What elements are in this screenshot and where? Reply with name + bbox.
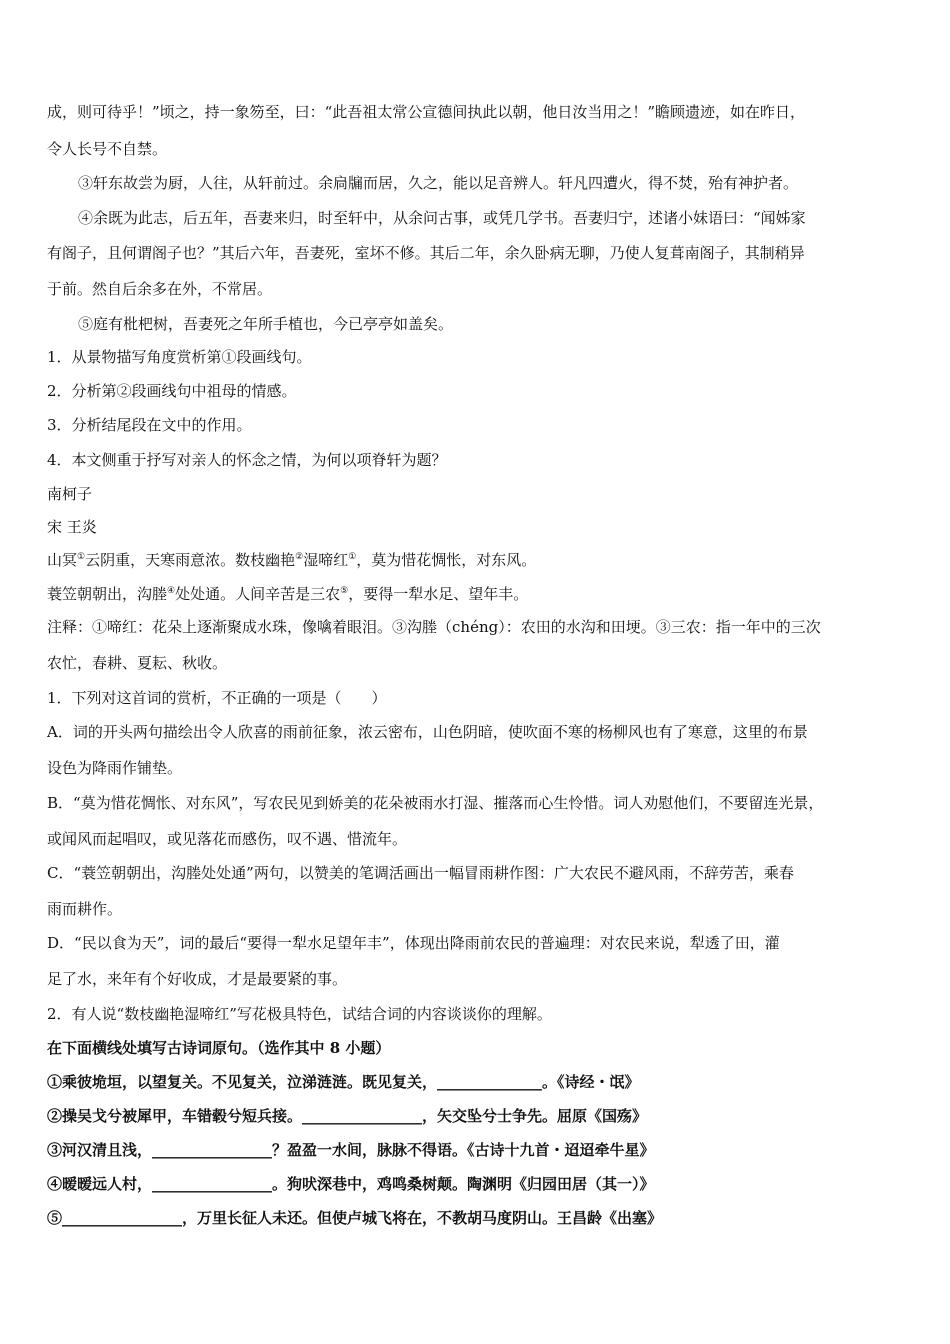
- note-marker: ⑤: [340, 586, 349, 596]
- note-marker: ④: [167, 586, 176, 596]
- q1-option-b-line2: 或闻风而起唱叹，或见落花而感伤，叹不遇、惜流年。: [47, 830, 408, 848]
- fill-item-2: ②操吴戈兮被犀甲，车错毂兮短兵接。________________，矢交坠兮士争先。屈原《国殇》: [47, 1107, 648, 1125]
- fill-item-4: ④暧暧远人村，________________。狗吠深巷中，鸡鸣桑树颠。陶渊明《归园田居（其一）》: [47, 1175, 655, 1193]
- fill-heading: 在下面横线处填写古诗词原句。（选作其中 8 小题）: [47, 1039, 391, 1057]
- passage-p2-line2: 令人长号不自禁。: [47, 140, 168, 158]
- passage-p2-line1: 成，则可待乎！”顷之，持一象笏至，曰：“此吾祖太常公宣德间执此以朝，他日汝当用之！”瞻顾遗迹，如在昨日，: [47, 103, 806, 121]
- q1-option-c-line1: C．“蓑笠朝朝出，沟塍处处通”两句，以赞美的笔调活画出一幅冒雨耕作图：广大农民不避风雨，不辞劳苦，乘春: [47, 864, 794, 882]
- poem-title: 南柯子: [47, 485, 93, 503]
- poem-author: 宋 王炎: [47, 518, 97, 536]
- passage-p4-line2: 有阁子，且何谓阁子也？”其后六年，吾妻死，室坏不修。其后二年，余久卧病无聊，乃使人复葺南阁子，其制稍异: [47, 244, 805, 262]
- q1-stem: 1．下列对这首词的赏析，不正确的一项是（ ）: [47, 689, 387, 707]
- poem-line-2: [47, 584, 911, 604]
- q1-option-c-line2: 雨而耕作。: [47, 900, 123, 918]
- poem-text: 蓑笠朝朝出，沟塍: [47, 585, 168, 603]
- note-marker: ①: [77, 552, 86, 562]
- notes-line1: 注释：①啼红：花朵上逐渐聚成水珠，像噙着眼泪。③沟塍（chéng）：农田的水沟和田埂。③三农：指一年中的三次: [47, 618, 821, 636]
- passage-p4-line1: ④余既为此志，后五年，吾妻来归，时至轩中，从余问古事，或凭几学书。吾妻归宁，述诸小妹语曰：“闻姊家: [78, 209, 806, 227]
- poem-text: ，要得一犁水足、望年丰。: [348, 585, 529, 603]
- poem-text: 云阴重，天寒雨意浓。数枝幽艳: [85, 551, 296, 569]
- q1-option-b-line1: B．“莫为惜花惆怅、对东风”，写农民见到娇美的花朵被雨水打湿、摧落而心生怜惜。词人劝慰他们，不要留连光景，: [47, 794, 824, 812]
- q1-option-a-line2: 设色为降雨作铺垫。: [47, 759, 183, 777]
- poem-text: ，莫为惜花惆怅，对东风。: [356, 551, 537, 569]
- q1-option-d-line2: 足了水，来年有个好收成，才是最要紧的事。: [47, 970, 348, 988]
- poem-text: 山冥: [47, 551, 78, 569]
- fill-item-1: ①乘彼垝垣，以望复关。不见复关，泣涕涟涟。既见复关，______________。《诗经・氓》: [47, 1073, 640, 1091]
- passage-p4-line3: 于前。然自后余多在外，不常居。: [47, 280, 273, 298]
- passage-p5: ⑤庭有枇杷树，吾妻死之年所手植也，今已亭亭如盖矣。: [78, 315, 454, 333]
- q1-option-a-line1: A．词的开头两句描绘出令人欣喜的雨前征象，浓云密布，山色阴暗，使吹面不寒的杨柳风也有了寒意，这里的布景: [47, 723, 808, 741]
- poem-line-1: [47, 550, 911, 570]
- question-a2: 2．分析第②段画线句中祖母的情感。: [47, 382, 297, 400]
- question-a1: 1．从景物描写角度赏析第①段画线句。: [47, 348, 312, 366]
- q1-option-d-line1: D．“民以食为天”，词的最后“要得一犁水足望年丰”，体现出降雨前农民的普遍理：对农民来说，犁透了田，灌: [47, 934, 780, 952]
- question-a4: 4．本文侧重于抒写对亲人的怀念之情，为何以项脊轩为题？: [47, 451, 447, 469]
- question-a3: 3．分析结尾段在文中的作用。: [47, 416, 252, 434]
- fill-item-5: ⑤________________，万里长征人未还。但使卢城飞将在，不教胡马度阴山。王昌龄《出塞》: [47, 1209, 663, 1227]
- q2-stem: 2．有人说“数枝幽艳湿啼红”写花极具特色，试结合词的内容谈谈你的理解。: [47, 1005, 552, 1023]
- note-marker: ②: [295, 552, 304, 562]
- poem-text: 处处通。人间辛苦是三农: [175, 585, 341, 603]
- passage-p3: ③轩东故尝为厨，人往，从轩前过。余扃牖而居，久之，能以足音辨人。轩凡四遭火，得不焚，殆有神护者。: [78, 174, 799, 192]
- poem-text: 湿啼红: [303, 551, 349, 569]
- notes-line2: 农忙，春耕、夏耘、秋收。: [47, 654, 228, 672]
- fill-item-3: ③河汉清且浅，________________？盈盈一水间，脉脉不得语。《古诗十九首・迢迢牵牛星》: [47, 1141, 655, 1159]
- note-marker: ①: [348, 552, 357, 562]
